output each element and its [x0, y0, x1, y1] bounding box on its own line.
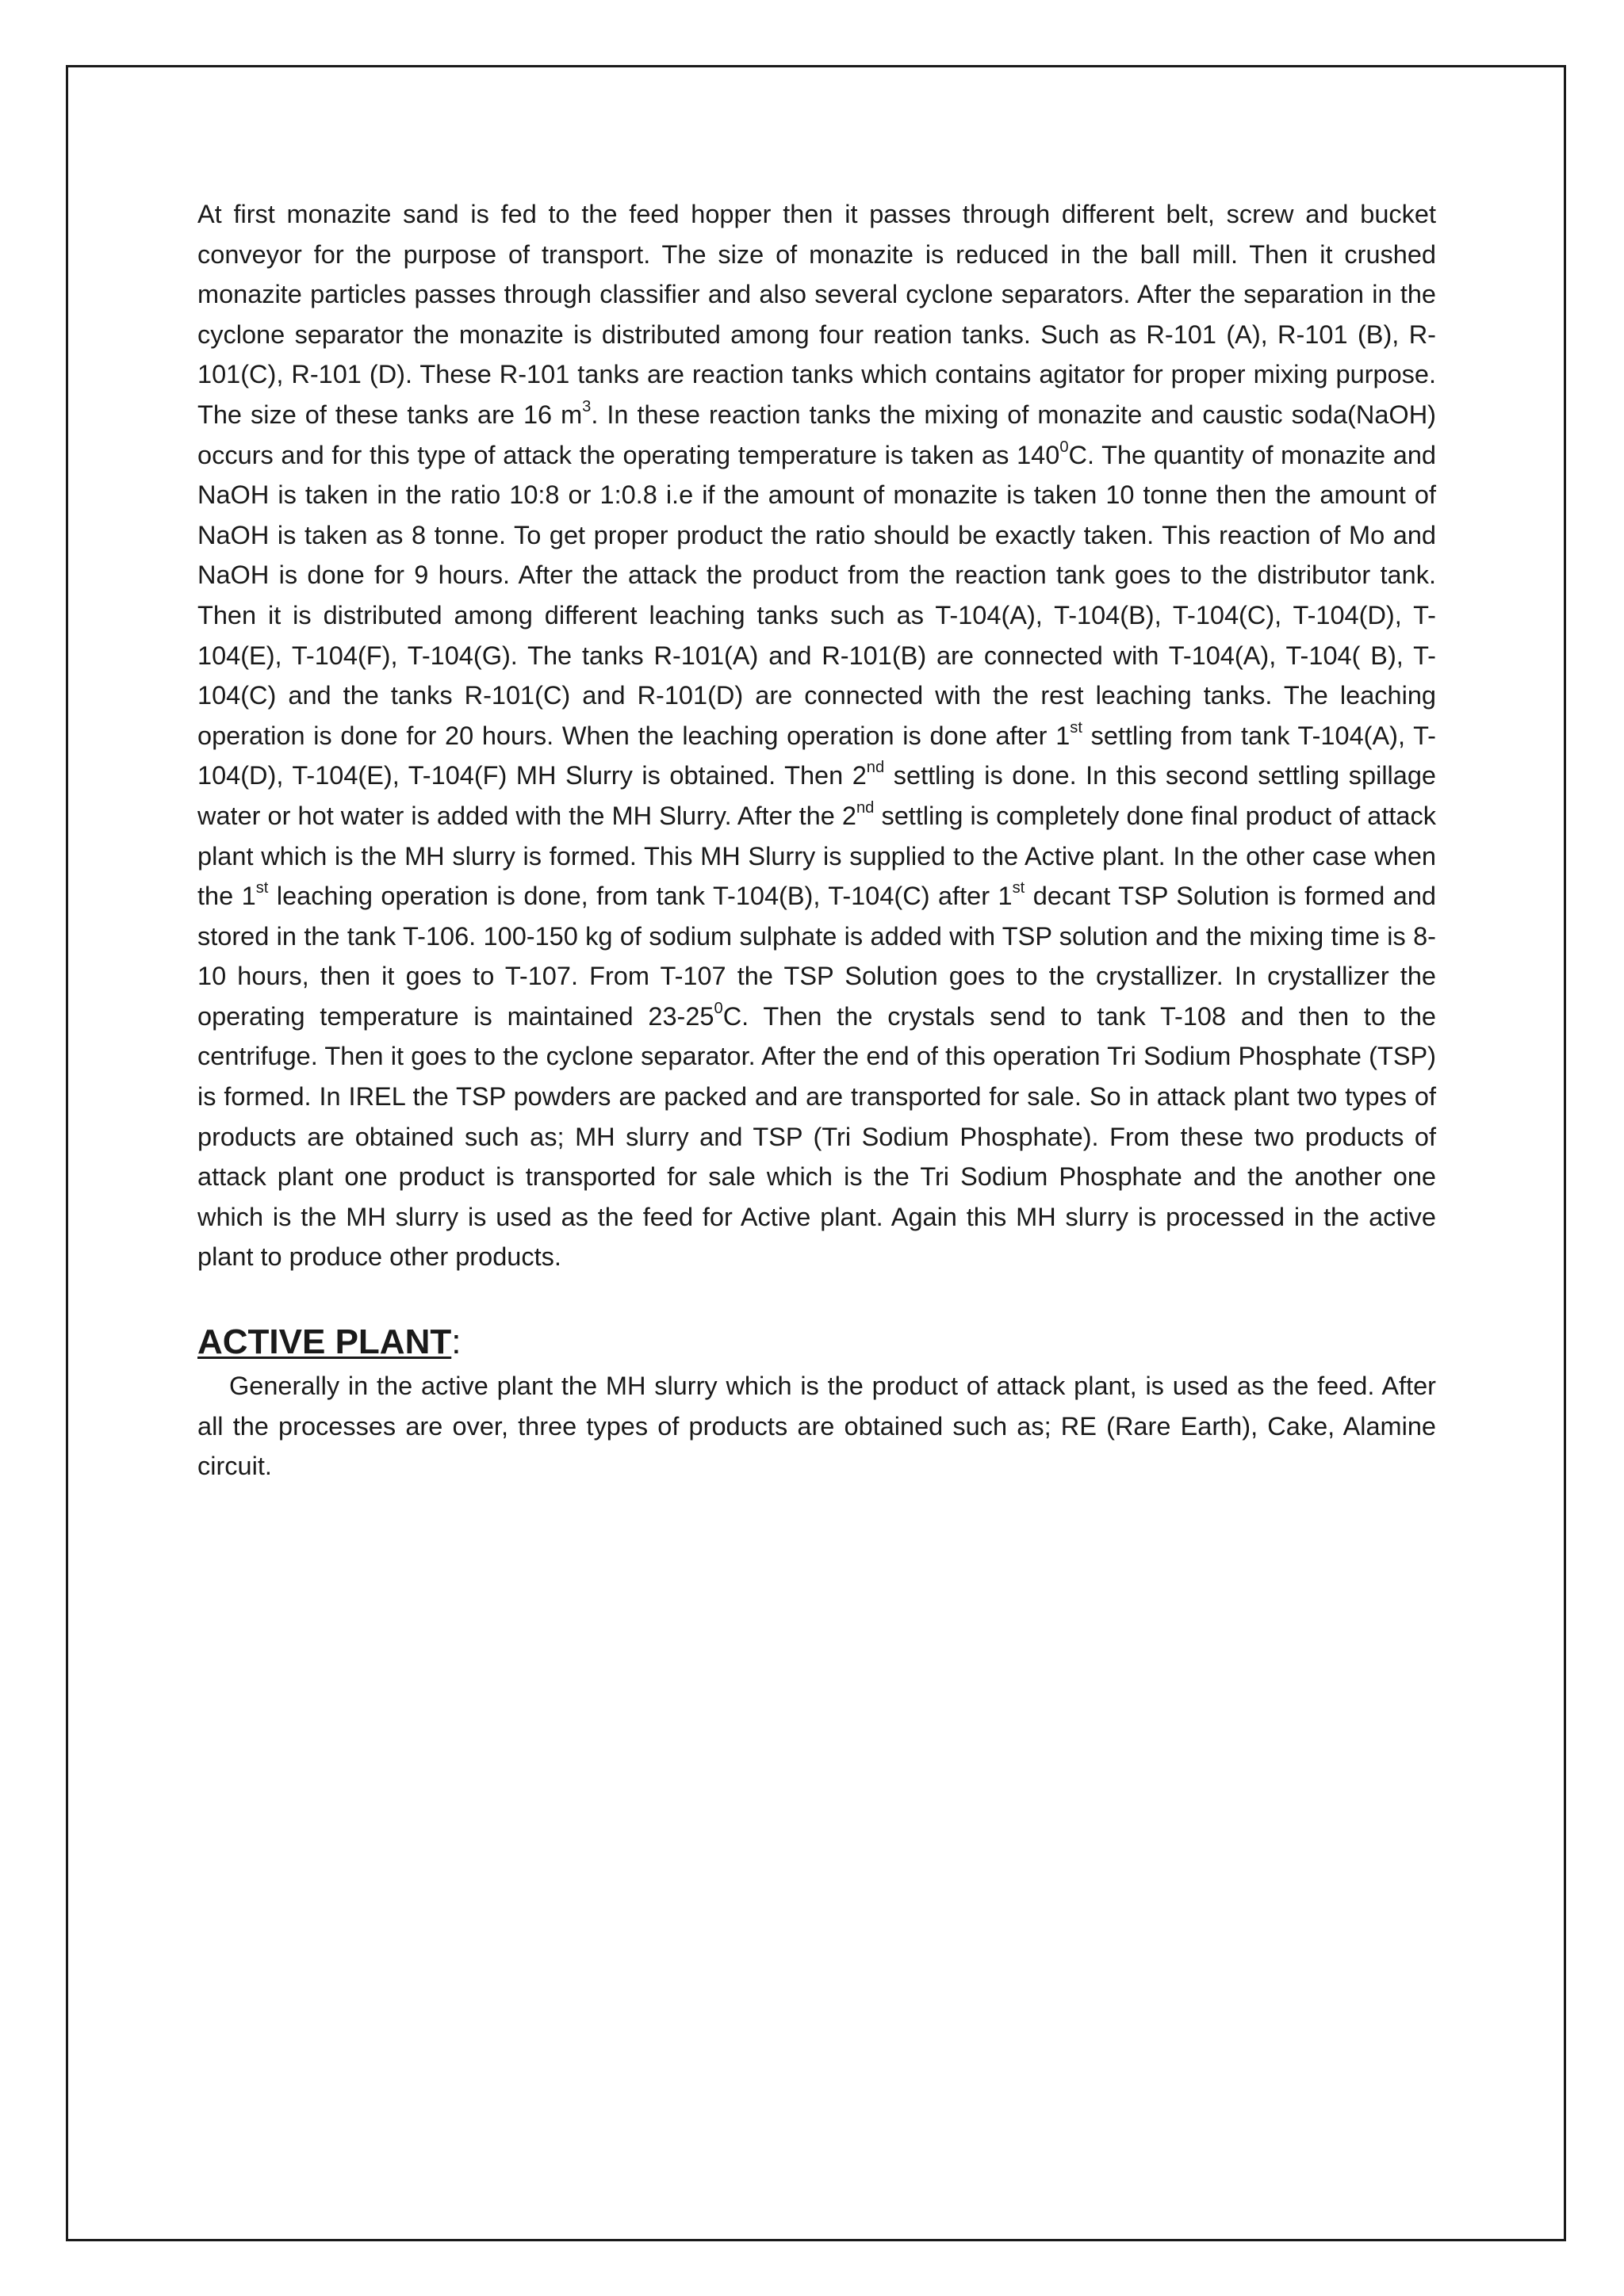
- text-run: At first monazite sand is fed to the feed hopper then it passes through different belt, screw and bucket conveyor for the purpose of transport. The size of monazite is reduced in the ball mill. Then it crushed monazite particles passes through classifier and also several cyclone separators. After the separation in the cyclone separator the monazite is distributed among four reation tanks. Such as R-101 (A), R-101 (B), R-101(C), R-101 (D). These R-101 tanks are reaction tanks which contains agitator for proper mixing purpose. The size of these tanks are 16 m: [197, 200, 1436, 429]
- text-run: settling is completely done final product of attack plant which is the MH slurry is formed. This MH Slurry is supplied to the Active plant. In the other case when the 1: [197, 801, 1436, 911]
- text-run: C. Then the crystals send to tank T-108 and then to the centrifuge. Then it goes to the cyclone separator. After the end of this operation Tri Sodium Phosphate (TSP) is formed. In IREL the TSP powders are packed and are transported for sale. So in attack plant two types of products are obtained such as; MH slurry and TSP (Tri Sodium Phosphate). From these two products of attack plant one product is transported for sale which is the Tri Sodium Phosphate and the another one which is the MH slurry is used as the feed for Active plant. Again this MH slurry is processed in the active plant to produce other products.: [197, 1001, 1436, 1272]
- text-run: decant TSP Solution is formed and stored in the tank T-106. 100-150 kg of sodium sulphate is added with TSP solution and the mixing time is 8-10 hours, then it goes to T-107. From T-107 the TSP Solution goes to the crystallizer. In crystallizer the operating temperature is maintained 23-25: [197, 882, 1436, 1031]
- superscript: nd: [856, 799, 875, 817]
- heading-active-plant: ACTIVE PLANT: [197, 1322, 452, 1362]
- paragraph-active-plant: Generally in the active plant the MH slurry which is the product of attack plant, is used as the feed. After all the processes are over, three types of products are obtained such as; RE (Rare Earth), Cake, Alamine circuit.: [197, 1372, 1436, 1481]
- superscript: nd: [866, 759, 885, 777]
- superscript: 0: [714, 1000, 723, 1018]
- superscript: st: [255, 879, 269, 897]
- document-body: [197, 194, 1436, 1487]
- paragraph-attack-plant: [197, 194, 1436, 1277]
- text-run: C. The quantity of monazite and NaOH is taken in the ratio 10:8 or 1:0.8 i.e if the amount of monazite is taken 10 tonne then the amount of NaOH is taken as 8 tonne. To get proper product the ratio should be exactly taken. This reaction of Mo and NaOH is done for 9 hours. After the attack the product from the reaction tank goes to the distributor tank. Then it is distributed among different leaching tanks such as T-104(A), T-104(B), T-104(C), T-104(D), T-104(E), T-104(F), T-104(G). The tanks R-101(A) and R-101(B) are connected with T-104(A), T-104( B), T-104(C) and the tanks R-101(C) and R-101(D) are connected with the rest leaching tanks. The leaching operation is done for 20 hours. When the leaching operation is done after 1: [197, 440, 1436, 750]
- superscript: st: [1070, 718, 1082, 737]
- text-run: . In these reaction tanks the mixing of monazite and caustic soda(NaOH) occurs and for this type of attack the operating temperature is taken as 140: [197, 400, 1436, 469]
- superscript: st: [1012, 879, 1025, 897]
- text-run: settling is done. In this second settling spillage water or hot water is added with the MH Slurry. After the 2: [197, 761, 1436, 830]
- text-run: leaching operation is done, from tank T-104(B), T-104(C) after 1: [268, 882, 1013, 911]
- superscript: 0: [1059, 438, 1069, 456]
- text-run: settling from tank T-104(A), T-104(D), T-104(E), T-104(F) MH Slurry is obtained. Then 2: [197, 721, 1436, 790]
- section-heading: [197, 1318, 1436, 1366]
- superscript: 3: [582, 398, 592, 416]
- heading-colon: :: [451, 1322, 462, 1362]
